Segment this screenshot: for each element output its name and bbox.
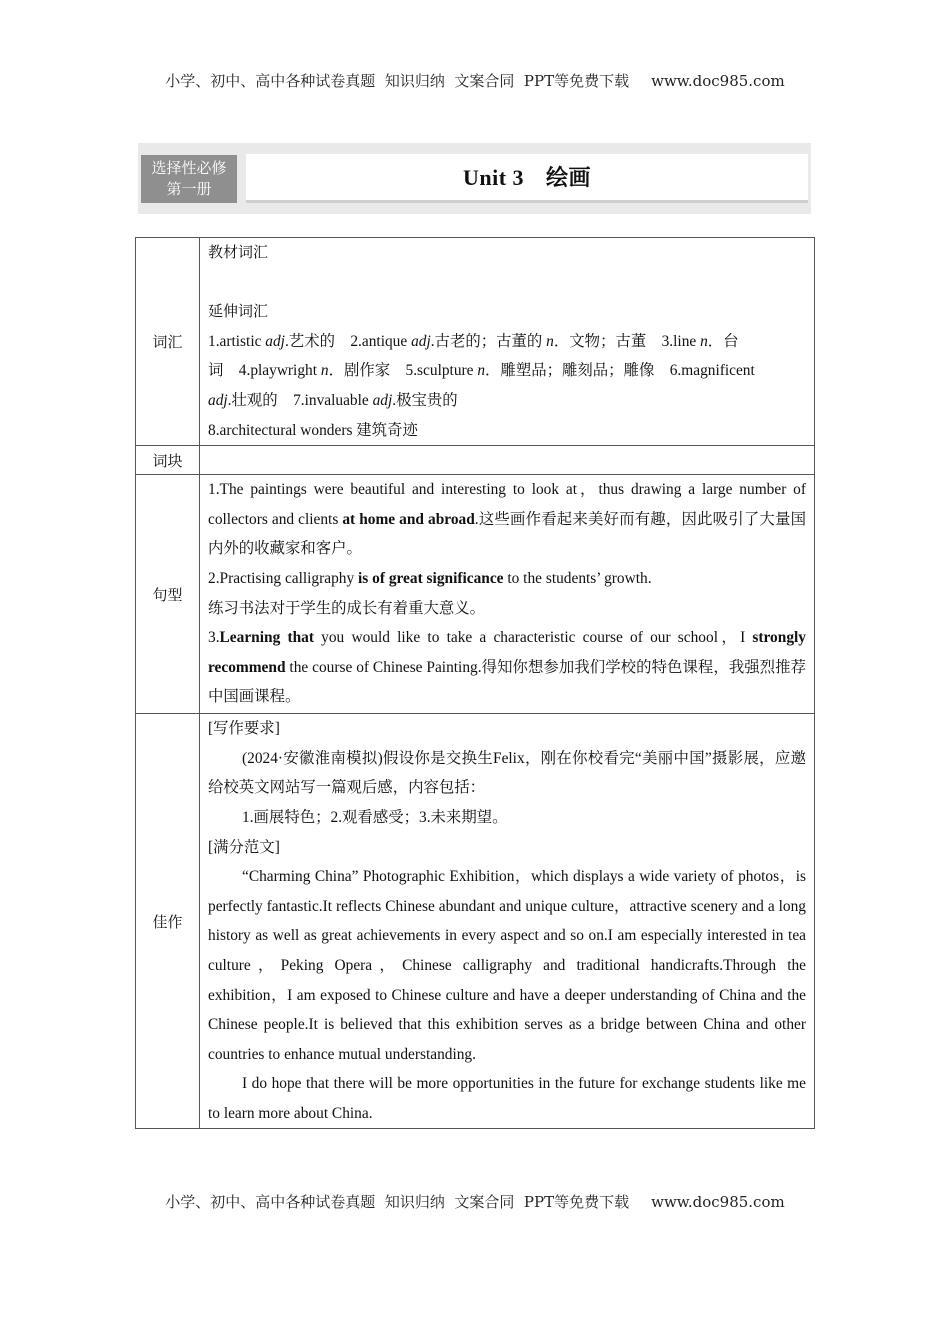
extended-words-heading: 延伸词汇	[208, 302, 269, 321]
row-label-chunks: 词块	[136, 446, 200, 475]
header-text: 小学、初中、高中各种试卷真题 知识归纳 文案合同 PPT等免费下载	[165, 72, 630, 90]
row-label-sentence-patterns: 句型	[136, 475, 200, 714]
sentence-2: 2.Practising calligraphy is of great significance to the students’ growth.	[208, 569, 652, 587]
table-row	[136, 475, 815, 714]
content-table	[135, 237, 815, 1129]
requirement-points: 1.画展特色；2.观看感受；3.未来期望。	[242, 808, 508, 826]
textbook-words-heading: 教材词汇	[208, 243, 269, 261]
page-footer	[0, 1191, 950, 1212]
book-tag	[141, 155, 237, 203]
sentence-patterns-cell	[200, 475, 815, 714]
footer-text: 小学、初中、高中各种试卷真题 知识归纳 文案合同 PPT等免费下载	[165, 1193, 630, 1211]
model-essay-paragraph-1: “Charming China” Photographic Exhibition，which displays a wide variety of photos，is perfectly fantastic.It reflects Chinese abundant and unique culture，attractive scenery and a long history as well as great achievements in every aspect and so on.I am especially interested in tea culture，Peking Opera，Chinese calligraphy and traditional handicrafts.Through the exhibition，I am exposed to Chinese culture and have a deeper understanding of China and the Chinese people.It is believed that this exhibition serves as a bridge between China and other countries to enhance mutual understanding.	[208, 868, 806, 1063]
unit-number: Unit 3	[462, 165, 525, 190]
vocab-line: 1.artistic adj.艺术的 2.antique adj.古老的；古董的 n．文物；古董 3.line n．台	[208, 332, 739, 350]
sentence-1: 1.The paintings were beautiful and interesting to look at，thus drawing a large number of collectors and clients at home and abroad.这些画作看起来美好而有趣，因此吸引了大量国内外的收藏家和客户。	[208, 481, 806, 558]
requirement-source: (2024·安徽淮南模拟)	[242, 749, 383, 767]
page-header	[0, 70, 950, 91]
unit-banner	[138, 143, 811, 214]
unit-title	[463, 165, 591, 190]
row-label-vocabulary: 词汇	[136, 238, 200, 446]
book-tag-line1: 选择性必修	[151, 159, 227, 177]
model-essay-heading: [满分范文]	[208, 838, 280, 856]
table-row	[136, 238, 815, 446]
footer-url[interactable]: www.doc985.com	[651, 1193, 785, 1211]
sentence-2-translation: 练习书法对于学生的成长有着重大意义。	[208, 599, 486, 617]
unit-title-box	[246, 154, 808, 203]
sentence-3: 3.Learning that you would like to take a characteristic course of our school，I strongly recommend the course of Chinese Painting.得知你想参加我们学校的特色课程，我强烈推荐中国画课程。	[208, 629, 806, 706]
vocab-line: 8.architectural wonders 建筑奇迹	[208, 421, 418, 439]
model-essay-paragraph-2: I do hope that there will be more opportunities in the future for exchange students like me to learn more about China.	[208, 1075, 806, 1122]
table-row	[136, 714, 815, 1129]
writing-requirement: (2024·安徽淮南模拟)假设你是交换生Felix，刚在你校看完“美丽中国”摄影展，应邀给校英文网站写一篇观后感，内容包括：	[208, 749, 806, 797]
unit-topic: 绘画	[546, 166, 592, 191]
model-essay-cell	[200, 714, 815, 1129]
writing-requirement-heading: [写作要求]	[208, 720, 280, 738]
chunks-cell	[200, 446, 815, 475]
vocab-line: 词 4.playwright n．剧作家 5.sculpture n．雕塑品；雕刻品；雕像 6.magnificent	[208, 362, 755, 380]
vocab-line: adj.壮观的 7.invaluable adj.极宝贵的	[208, 391, 458, 409]
row-label-model-essay: 佳作	[136, 714, 200, 1129]
table-row	[136, 446, 815, 475]
book-tag-line2: 第一册	[166, 180, 212, 198]
vocabulary-cell	[200, 238, 815, 446]
header-url[interactable]: www.doc985.com	[651, 72, 785, 90]
